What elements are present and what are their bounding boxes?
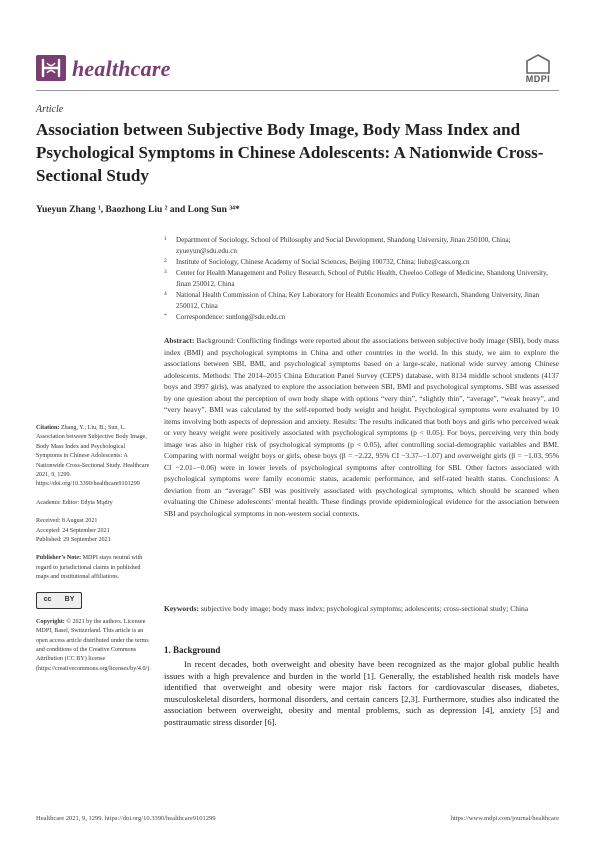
publisher-name: MDPI [525,74,551,84]
affiliations [164,235,556,323]
abstract-text: Background: Conflicting findings were reported about the associations between subjective body image (SBI), body mass index (BMI) and psychological symptoms in China and other countries in the world. In this study, we aim to explore the associations between SBI, BMI, and psychological symptoms based on a large-scale, national wide survey among Chinese adolescents. Methods: The 2014–2015 China Education Panel Survey (CEPS) database, with 8134 middle school students (4137 boys and 3997 girls), was analyzed to explore the association between SBI, BMI and psychological symptoms. SBI was assessed by one question about the perception of own body shape with options “very thin”, “slightly thin”, “average”, “weak heavy”, and “very heavy”. BMI was calculated by the self-reported body weight and height. Psychological symptoms were evaluated by 10 items involving both aspects of depression and anxiety. Results: The results indicated that both boys and girls who perceived weak or very heavy weight were positively associated with psychological symptoms (p < 0.05). For boys, perceiving very thin body image was also in higher risk of psychological symptoms (p < 0.05), after controlling social-demographic variables and BMI. Comparing with normal weight boys or girls, obese boys (β = −2.22, 95% CI −3.37–−1.07) and overweight girls (β = −1.03, 95% CI −2.01–−0.06) were in lower levels of psychological symptoms after controlling for SBI. Other factors associated with psychological symptoms were family economic status, academic performance, and self-rated health status. Conclusions: A deviation from an “average” SBI was positively associated with psychological symptoms, which should be scanned when evaluating the Chinese adolescents’ mental health. These findings provide epidemiological evidence for the association between SBI and psychological symptoms in non-western social contexts. [164,336,559,518]
article-type: Article [36,104,64,115]
article-sidebar [36,424,152,683]
abstract-label: Abstract: [164,336,195,345]
affiliation-item: 3 Center for Health Management and Policy Research, School of Public Health, Cheeloo College of Medicine, Shandong University, Jinan 250012, China [164,269,548,288]
academic-editor: Academic Editor: Edyta Mądry [36,499,113,506]
received-date: Received: 8 August 2021 [36,518,98,525]
keywords [164,603,559,615]
correspondence[interactable]: * Correspondence: sunlong@sdu.edu.cn [164,313,286,321]
keywords-label: Keywords: [164,604,199,613]
mdpi-logo-icon [525,54,551,74]
mdpi-logo[interactable] [516,54,560,84]
cc-by-license-icon[interactable]: cc BY [36,592,82,609]
footer-journal-link[interactable]: https://www.mdpi.com/journal/healthcare [450,815,559,822]
published-date: Published: 29 September 2021 [36,537,111,544]
keywords-text: subjective body image; body mass index; psychological symptoms; adolescents; cross-sectional study; China [200,604,529,613]
paper-title: Association between Subjective Body Image, Body Mass Index and Psychological Symptoms in Chinese Adolescents: A Nationwide Cross-Sectional Study [36,120,544,185]
journal-name[interactable]: healthcare [72,56,171,81]
header-divider [36,90,559,91]
accepted-date: Accepted: 24 September 2021 [36,527,110,534]
citation: Citation: Zhang, Y.; Liu, B.; Sun, L. Association between Subjective Body Image, Body Mass Index and Psychological Symptoms in Chinese Adolescents: A Nationwide Cross-Sectional Study. Healthcare 2021, 9, 1299. https://doi.org/10.3390/healthcare9101299 [36,425,150,488]
dates [36,517,152,545]
affiliation-item: 2 Institute of Sociology, Chinese Academy of Social Sciences, Beijing 100732, China; liubz@cass.org.cn [164,258,470,266]
publisher-note: Publisher’s Note: MDPI stays neutral with regard to jurisdictional claims in published maps and institutional affiliations. [36,555,143,581]
abstract [164,335,559,519]
affiliation-item: 1 Department of Sociology, School of Philosophy and Social Development, Shandong University, Jinan 250100, China; zyueyun@sdu.edu.cn [164,236,511,255]
footer-citation[interactable]: Healthcare 2021, 9, 1299. https://doi.org/10.3390/healthcare9101299 [36,815,216,822]
section-heading: 1. Background [164,645,221,655]
section-paragraph: In recent decades, both overweight and obesity have been recognized as the major global public health issues with a high prevalence and burden in the world [1]. Generally, the established health risk models have identified that overweight and obesity were major risk factors for cardiovascular diseases, diabetes, musculoskeletal disorders, hormonal disorders, and certain cancers [2,3]. Furthermore, studies also indicated the association between overweight, obesity and mental problems, such as depression [4], anxiety [5] and posttraumatic stress disorder [6]. [164,659,559,727]
healthcare-logo-icon [36,55,66,81]
copyright: Copyright: © 2021 by the authors. Licensee MDPI, Basel, Switzerland. This article is an open access article distributed under the terms and conditions of the Creative Commons Attribution (CC BY) license (https://creativecommons.org/licenses/by/4.0/). [36,618,151,672]
author-list[interactable]: Yueyun Zhang ¹, Baozhong Liu ² and Long Sun ³⁴* [36,205,240,215]
affiliation-item: 4 National Health Commission of China, Key Laboratory for Health Economics and Policy Research, Shandong University, Jinan 250012, China [164,291,540,310]
